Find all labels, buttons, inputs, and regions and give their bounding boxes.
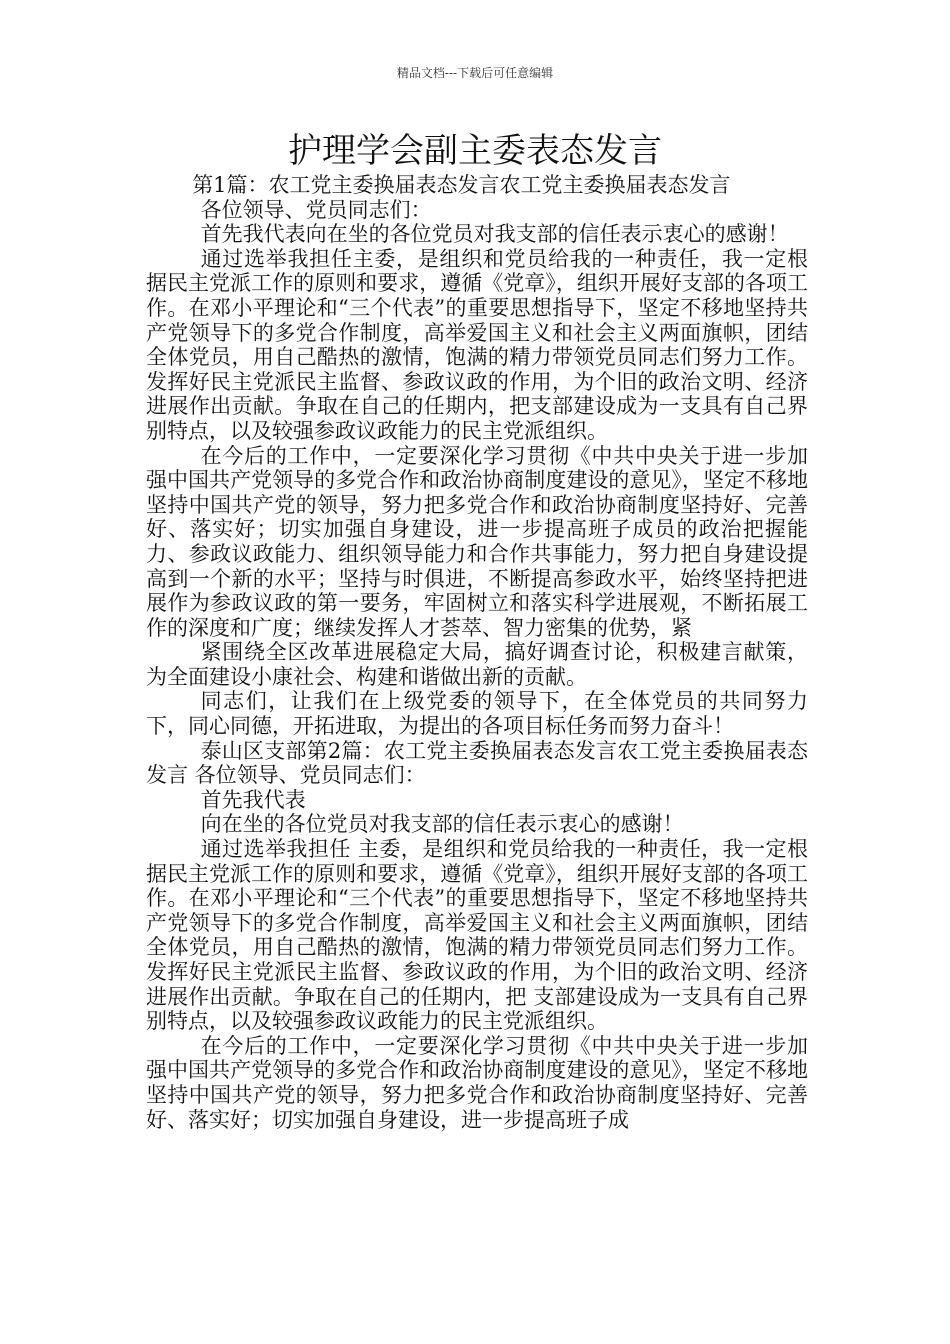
paragraph: 通过选举我担任主委，是组织和党员给我的一种责任，我一定根据民主党派工作的原则和要求，遵循《党章》，组织开展好支部的各项工作。在邓小平理论和“三个代表”的重要思想指导下，坚定不移地坚持共产党领导下的多党合作制度，高举爱国主义和社会主义两面旗帜，团结全体党员，用自己酷热的激情，饱满的精力带领党员同志们努力工作。发挥好民主党派民主监督、参政议政的作用，为个旧的政治文明、经济进展作出贡献。争取在自己的任期内，把支部建设成为一支具有自己界别特点，以及较强参政议政能力的民主党派组织。 [146,246,808,443]
paragraph: 紧围绕全区改革进展稳定大局，搞好调查讨论，积极建言献策，为全面建设小康社会、构建和谐做出新的贡献。 [146,640,808,689]
paragraph: 在今后的工作中，一定要深化学习贯彻《中共中央关于进一步加强中国共产党领导的多党合作和政治协商制度建设的意见》，坚定不移地坚持中国共产党的领导，努力把多党合作和政治协商制度坚持好、完善好、落实好；切实加强自身建设，进一步提高班子成 [146,1033,808,1132]
section-heading: 第1篇：农工党主委换届表态发言农工党主委换届表态发言 [192,173,731,197]
paragraph: 首先我代表 [200,787,306,812]
paragraph: 泰山区支部第2篇：农工党主委换届表态发言农工党主委换届表态发言 各位领导、党员同志们： [146,738,808,788]
paragraph: 通过选举我担任 主委，是组织和党员给我的一种责任，我一定根据民主党派工作的原则和要求，遵循《党章》，组织开展好支部的各项工作。在邓小平理论和“三个代表”的重要思想指导下，坚定不移地坚持共产党领导下的多党合作制度，高举爱国主义和社会主义两面旗帜，团结全体党员，用自己酷热的激情，饱满的精力带领党员同志们努力工作。发挥好民主党派民主监督、参政议政的作用，为个旧的政治文明、经济进展作出贡献。争取在自己的任期内，把 支部建设成为一支具有自己界别特点，以及较强参政议政能力的民主党派组织。 [146,837,808,1034]
paragraph: 在今后的工作中，一定要深化学习贯彻《中共中央关于进一步加强中国共产党领导的多党合作和政治协商制度建设的意见》，坚定不移地坚持中国共产党的领导，努力把多党合作和政治协商制度坚持好、完善好、落实好；切实加强自身建设，进一步提高班子成员的政治把握能力、参政议政能力、组织领导能力和合作共事能力，努力把自身建设提高到一个新的水平；坚持与时俱进，不断提高参政水平，始终坚持把进展作为参政议政的第一要务，牢固树立和落实科学进展观，不断拓展工作的深度和广度；继续发挥人才荟萃、智力密集的优势，紧 [146,443,808,640]
paragraph: 同志们，让我们在上级党委的领导下，在全体党员的共同努力下，同心同德，开拓进取，为提出的各项目标任务而努力奋斗！ [146,689,808,739]
paragraph: 向在坐的各位党员对我支部的信任表示衷心的感谢！ [200,812,684,837]
document-body [146,173,808,1132]
document-title: 护理学会副主委表态发言 [288,131,662,171]
paragraph: 各位领导、党员同志们： [200,197,432,222]
page-header: 精品文档---下载后可任意编辑 [396,66,554,80]
paragraph: 首先我代表向在坐的各位党员对我支部的信任表示衷心的感谢！ [200,222,789,247]
